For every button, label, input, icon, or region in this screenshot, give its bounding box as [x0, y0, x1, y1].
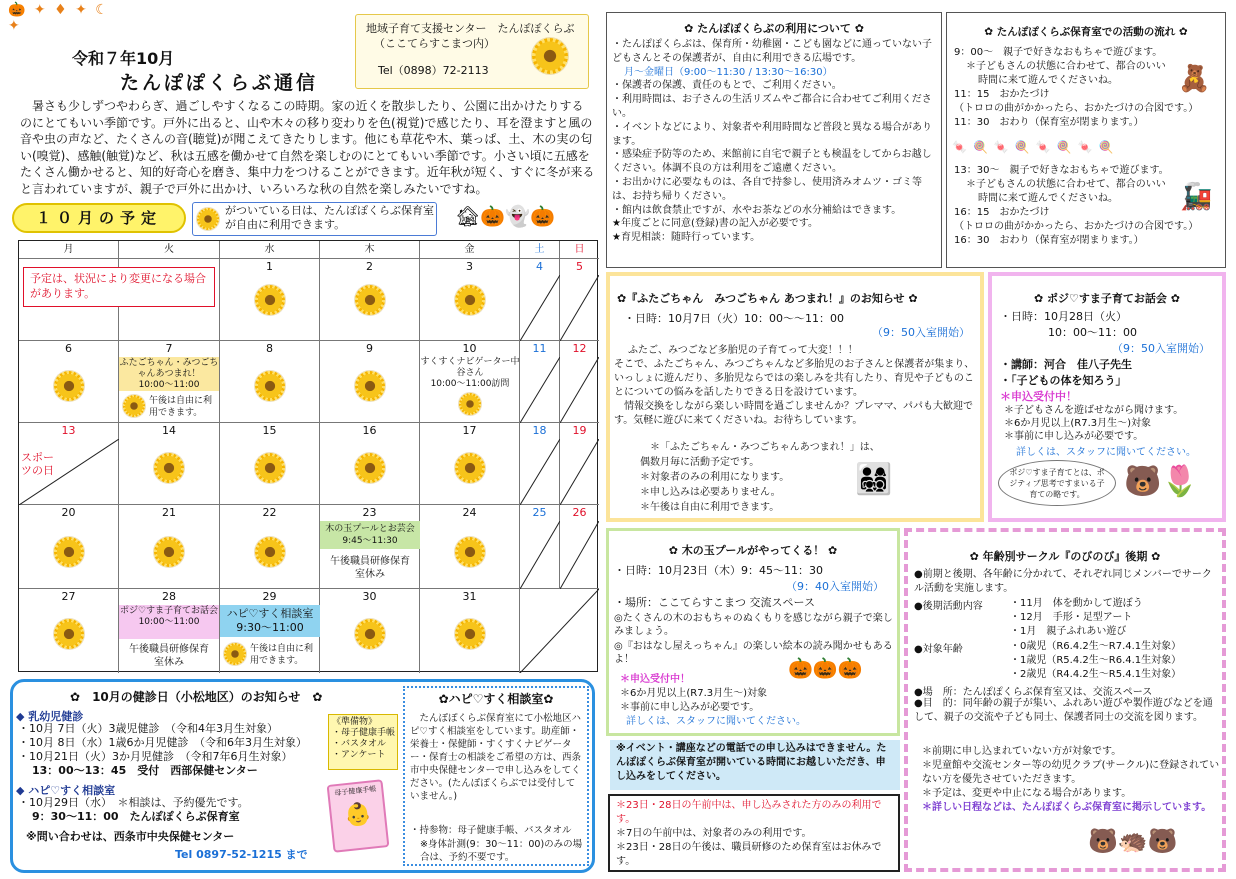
- candy-divider: 🍬🍭🍬🍭🍬🍭🍬🍭: [952, 140, 1120, 154]
- circle-contents: ・11月 体を動かして遊ぼう ・12月 手形・足型アート ・1月 親子ふれあい遊び: [1010, 598, 1143, 637]
- day-number: 4: [536, 260, 543, 273]
- day-number: 3: [466, 260, 473, 273]
- event-happy: ハピ♡すく相談室 9:30～11:00: [220, 605, 320, 637]
- sunflower-icon: [255, 371, 285, 401]
- items-box: 《準備物》 ・母子健康手帳 ・バスタオル ・アンケート: [328, 714, 398, 770]
- weekday-sun: 日: [560, 241, 599, 259]
- circle-ages: ・0歳児（R6.4.2生～R7.4.1生対象） ・1歳児（R5.4.2生～R6.4.1生対象） ・2歳児（R4.4.2生～R5.4.1生対象）: [1010, 641, 1182, 680]
- train-icon: 🚂: [1180, 182, 1213, 212]
- contact-note: ※問い合わせは、西条市中央保健センター: [26, 830, 235, 843]
- closed-slash: [520, 357, 560, 423]
- day-number: 2: [366, 260, 373, 273]
- flow-am: 9：00～ 親子で好きなおもちゃで遊びます。 ＊子どもさんの状態に合わせて、都合のいい 時間に来て遊んでくださいね。 11：15 おかたづけ （トロロの曲がかかったら、おかたづけの合図です。） 11：30 おわり（保育室が閉まります。）: [954, 47, 1199, 128]
- afternoon-free-note: 午後は自由に利用できます。: [149, 396, 213, 418]
- pool-apply: ＊申込受付中！: [620, 674, 690, 685]
- checkup-title: ✿ 10月の健診日（小松地区）のお知らせ ✿: [70, 690, 323, 704]
- day-number: 9: [366, 342, 373, 355]
- sunflower-icon: [54, 619, 84, 649]
- day-number: 5: [576, 260, 583, 273]
- twins-notes: ＊「ふたごちゃん・みつごちゃんあつまれ！」は、 偶数月毎に活動予定です。 ＊対象者のみの利用になります。 ＊申し込みは必要ありません。 ＊午後は自由に利用できます。: [640, 442, 880, 513]
- day-cell: [420, 423, 520, 505]
- day-number: 13: [61, 424, 76, 437]
- closed-slash: [560, 521, 599, 589]
- day-cell: [420, 505, 520, 589]
- closed-slash: [520, 521, 560, 589]
- day-cell: [320, 341, 420, 423]
- day-cell: [220, 505, 320, 589]
- flow-title: ✿ たんぽぽくらぶ保育室での活動の流れ ✿: [984, 26, 1188, 38]
- day-cell: [119, 341, 220, 423]
- day-cell: [320, 589, 420, 673]
- day-cell: [560, 423, 599, 505]
- day-number: 26: [572, 506, 587, 519]
- day-cell: [19, 589, 119, 673]
- closed-slash: [560, 439, 599, 505]
- day-cell: [220, 259, 320, 341]
- sunflower-icon: [455, 537, 485, 567]
- day-cell: [320, 259, 420, 341]
- weekday-mon: 月: [19, 241, 119, 259]
- posi-date: ・日時：10月28日（火）: [1000, 310, 1127, 323]
- day-cell: [19, 423, 119, 505]
- pool-place: ・場所：ここてらすこまつ 交流スペース: [614, 596, 815, 609]
- newsletter-title: たんぽぽくらぶ通信: [120, 72, 319, 94]
- weekday-tue: 火: [119, 241, 220, 259]
- happy-info: ・10月29日（水） ＊相談は、予約優先です。 9：30～11：00 たんぽぽくらぶ保育室: [18, 796, 249, 823]
- day-cell: [220, 589, 320, 673]
- day-number: 25: [532, 506, 547, 519]
- day-number: 27: [61, 590, 76, 603]
- posi-time: 10：00～11：00: [1048, 326, 1137, 339]
- center-location: （ここてらすこまつ内）: [374, 37, 495, 50]
- day-cell: [560, 341, 599, 423]
- weekday-fri: 金: [420, 241, 520, 259]
- sunflower-icon: [355, 371, 385, 401]
- day-cell: [520, 505, 560, 589]
- bear-illustration: 🐻🌷: [1124, 464, 1199, 499]
- event-twins: ふたごちゃん・みつごちゃんあつまれ！ 10:00～11:00: [119, 358, 219, 390]
- day-number: 1: [266, 260, 273, 273]
- day-number: 15: [262, 424, 277, 437]
- contact-tel: Tel 0897-52-1215 まで: [175, 848, 308, 861]
- day-cell: [320, 505, 420, 589]
- schedule-heading: １０月の予定: [12, 203, 186, 233]
- center-name: 地域子育て支援センター たんぽぽくらぶ: [366, 22, 575, 35]
- day-number: 11: [532, 342, 547, 355]
- day-number: 28: [162, 590, 176, 603]
- infant-heading: ◆ 乳幼児健診: [16, 710, 84, 723]
- closed-slash: [520, 439, 560, 505]
- event-navigator: すくすくナビゲーター中谷さん 10:00～11:00訪問: [420, 357, 520, 389]
- sunflower-icon: [455, 285, 485, 315]
- october-calendar: [18, 240, 598, 672]
- event-posi: ポジ♡すま子育てお話会 10:00～11:00: [119, 605, 219, 639]
- closed-slash: [520, 589, 599, 673]
- sunflower-icon: [355, 453, 385, 483]
- sunflower-icon: [54, 537, 84, 567]
- newsletter-date: 令和７年10月: [72, 49, 175, 68]
- sunflower-icon: [197, 208, 219, 230]
- day-cell: [520, 423, 560, 505]
- day-cell: [420, 341, 520, 423]
- posi-lecturer: ・講師：河合 佳八子先生: [1000, 358, 1132, 371]
- sunflower-icon: [532, 38, 568, 74]
- posi-ask: 詳しくは、スタッフに聞いてください。: [1016, 447, 1196, 458]
- halloween-icon: 🏚🎃👻🎃: [455, 204, 556, 228]
- day-cell: [520, 589, 599, 673]
- late-notice: ＊23日・28日の午前中は、申し込みされた方のみの利用です。 ＊7日の午前中は、対象者のみの利用です。 ＊23日・28日の午後は、職員研修のため保育室はお休みです。: [608, 794, 900, 872]
- posi-theme: ・「子どもの体を知ろう」: [1000, 374, 1127, 387]
- posi-entry: （9：50入室開始）: [1112, 342, 1210, 355]
- day-cell: [119, 505, 220, 589]
- closed-slash: [560, 357, 599, 423]
- weekday-wed: 水: [220, 241, 320, 259]
- day-cell: [420, 259, 520, 341]
- hapisuku-body: たんぽぽくらぶ保育室にて小松地区ハピ♡すく相談室をしています。助産師・栄養士・保健師・すくすくナビゲーター・保育士の相談をご希望の方は、西条市中央保健センターで申し込みをしてください。(たんぽぽくらぶでは受付していません。): [410, 713, 582, 802]
- pool-date: ・日時：10月23日（木）9：45～11：30: [614, 564, 823, 577]
- staff-training-note: 午後職員研修保育室休み: [129, 644, 209, 668]
- sunflower-icon: [154, 537, 184, 567]
- pool-l2: ◎『おはなし屋えっちゃん』の楽しい絵本の読み聞かせもあるよ！: [614, 641, 893, 665]
- usage-title: ✿ たんぽぽくらぶの利用について ✿: [684, 22, 864, 35]
- circle-age-label: ●対象年齢: [914, 644, 963, 655]
- day-number: 19: [572, 424, 587, 437]
- circle-content-label: ●後期活動内容: [914, 601, 983, 612]
- day-number: 31: [462, 590, 477, 603]
- day-cell: [220, 423, 320, 505]
- day-number: 8: [266, 342, 273, 355]
- pool-need: ＊事前に申し込みが必要です。: [620, 702, 760, 713]
- closed-slash: [560, 275, 599, 341]
- day-cell: [520, 341, 560, 423]
- circle-notes: ＊前期に申し込まれていない方が対象です。 ＊児童館や交流センター等の幼児クラブ(サークル)に登録されていない方を優先させていただきます。 ＊予定は、変更や中止になる場合があります。 ＊詳しい日程などは、たんぽぽくらぶ保育室に掲示しています。: [922, 746, 1220, 813]
- animals-illustration: 🐻🦔🐻: [1088, 827, 1178, 855]
- day-number: 6: [65, 342, 72, 355]
- day-cell: [520, 259, 560, 341]
- day-cell: [560, 259, 599, 341]
- twins-date: ・日時：10月7日（火）10：00～～11：00: [624, 312, 844, 325]
- sunflower-icon: [255, 453, 285, 483]
- sunflower-icon: [455, 453, 485, 483]
- day-number: 14: [162, 424, 176, 437]
- family-illustration: 👨‍👩‍👧‍👦: [855, 462, 893, 497]
- afternoon-free-note: 午後は自由に利用できます。: [250, 644, 314, 666]
- legend-text: がついている日は、たんぽぽくらぶ保育室が自由に利用できます。: [225, 204, 434, 231]
- halloween-garland: 🎃 ✦ ♦ ✦ ☾ ✦: [8, 2, 110, 34]
- day-number: 24: [462, 506, 477, 519]
- event-pool: 木の玉プールとお芸会 9:45～11:30: [320, 521, 420, 549]
- sunflower-icon: [154, 453, 184, 483]
- intro-text: 暑さも少しずつやわらぎ、過ごしやすくなるこの時期。家の近くを散歩したり、公園に出かけたりするのにとてもいい季節です。戸外に出ると、山や木々の移り変わりを色(視覚)で感じたり、耳を澄ますと風の音や虫の声など、たくさんの音(聴覚)が聞こえてきたりします。他にも草花や木、葉っぱ、土、木の実の匂い(嗅覚)、感触(触覚)など、秋は五感を働かせて自然を楽しむのにとてもいい季節です。小さい頃に五感をたくさん働かせると、知的好奇心を磨き、集中力をつけることができます。近年秋が短く、すぐに冬が来ると言われていますが、親子で戸外に出かけ、いろいろな秋の自然を楽しみたいですね。: [20, 99, 595, 196]
- usage-body: ・たんぽぽくらぶは、保育所・幼稚園・こども園などに通っていない子どもさんとその保護者が、自由に利用できる広場です。 月～金曜日（9:00～11:30 / 13:30～16:30） ・保護者の保護、責任のもとで、ご利用ください。 ・利用時間は、お子さんの生活リズムやご都合に合わせてご利用ください。 ・イベントなどにより、対象者や利用時間など普段と異なる場合があります。 ・感染症予防等のため、来館前に自宅で親子とも検温をしてからお越しください。体調不良の方は利用をご遠慮ください。 ・お出かけに必要なものは、各自で持参し、使用済みオムツ・ゴミ等は、お持ち帰りください。 ・館内は飲食禁止ですが、水やお茶などの水分補給はできます。 ★年度ごとに同意(登録)書の記入が必要です。 ★育児相談：随時行っています。: [612, 39, 932, 244]
- toy-icon: 🧸: [1178, 64, 1211, 94]
- sunflower-icon: [355, 619, 385, 649]
- happy-heading: ◆ ハピ♡すく相談室: [16, 784, 116, 797]
- pumpkin-icon: 🎃🎃🎃: [788, 656, 863, 680]
- day-number: 17: [462, 424, 477, 437]
- holiday-label: スポーツの日: [21, 451, 54, 477]
- hapisuku-items: ・持参物：母子健康手帳、バスタオル: [410, 825, 572, 836]
- pool-ask: 詳しくは、スタッフに聞いてください。: [626, 716, 806, 727]
- weekday-sat: 土: [520, 241, 560, 259]
- day-number: 16: [362, 424, 377, 437]
- closed-slash: [19, 439, 119, 505]
- pool-l1: ◎たくさんの木のおもちゃのぬくもりを感じながら親子で楽しみましょう。: [614, 613, 893, 637]
- circle-place: ●場 所：たんぽぽくらぶ保育室又は、交流スペース: [914, 687, 1153, 698]
- day-cell: [560, 505, 599, 589]
- center-tel: Tel（0898）72-2113: [378, 64, 489, 77]
- day-cell: [420, 589, 520, 673]
- twins-title: ✿『ふたごちゃん みつごちゃん あつまれ！』のお知らせ ✿: [617, 292, 918, 305]
- weekday-thu: 木: [320, 241, 420, 259]
- sunflower-icon: [355, 285, 385, 315]
- hapisuku-note: ※身体計測(9：30～11：00)のみの場合は、予約不要です。: [420, 839, 583, 863]
- day-number: 30: [362, 590, 377, 603]
- day-number: 23: [362, 506, 377, 519]
- day-number: 12: [572, 342, 587, 355]
- sunflower-icon: [54, 371, 84, 401]
- day-cell: [119, 423, 220, 505]
- day-number: 18: [532, 424, 547, 437]
- sunflower-icon: [455, 619, 485, 649]
- sunflower-icon: [255, 285, 285, 315]
- day-cell: [220, 341, 320, 423]
- circle-title: ✿ 年齢別サークル『のびのび』後期 ✿: [969, 550, 1161, 563]
- flow-pm: 13：30～ 親子で好きなおもちゃで遊びます。 ＊子どもさんの状態に合わせて、都合のいい 時間に来て遊んでくださいね。 16：15 おかたづけ （トロロの曲がかかったら、おかたづけの合図です。） 16：30 おわり（保育室が閉まります。）: [954, 165, 1199, 246]
- schedule-change-note: 予定は、状況により変更になる場合があります。: [23, 267, 215, 307]
- posi-apply: ＊申込受付中！: [1000, 390, 1077, 403]
- posi-notes: ＊子どもさんを遊ばせながら聞けます。 ＊6か月児以上(R7.3月生～)対象 ＊事前に申し込みが必要です。: [1004, 405, 1184, 442]
- checkup-rows: ・10月 7日（火）3歳児健診 （令和4年3月生対象） ・10月 8日（水）1歳6か月児健診 （令和6年3月生対象） ・10月21日（火）3か月児健診 （令和7年6月生対象） 13：00～13：45 受付 西部保健センター: [18, 722, 307, 777]
- sunflower-icon: [255, 537, 285, 567]
- sunflower-icon: [123, 395, 145, 417]
- day-number: 21: [162, 506, 176, 519]
- day-number: 22: [262, 506, 277, 519]
- day-cell: [320, 423, 420, 505]
- phone-notice: ※イベント・講座などの電話での申し込みはできません。たんぽぽくらぶ保育室が開いている時間にお越しいただき、申し込みをしてください。: [610, 740, 900, 790]
- circle-purpose: ●目 的：同年齢の親子が集い、ふれあい遊びや製作遊びなどを通して、親子の交流や子ども同士、保護者同士の交流を図ります。: [914, 698, 1213, 723]
- twins-body: ふたご、みつごなど多胎児の子育てって大変！！！ そこで、ふたごちゃん、みつごちゃんなど多胎児のお子さんと保護者が集まり、いっしょに遊んだり、多胎児ならではの楽しみを共有したり、育児や子どものことについての悩みを話したりできる日を設けています。 情報交換をしながら楽しい時間を過ごしませんか？プレママ、パパも大歓迎です。気軽に遊びに来てくださいね。お待ちしています。: [614, 345, 975, 426]
- pool-entry: （9：40入室開始）: [786, 580, 884, 593]
- twins-entry: （9：50入室開始）: [872, 326, 970, 339]
- sunflower-icon: [224, 643, 246, 665]
- day-cell: [19, 341, 119, 423]
- posi-bubble: ポジ♡すま子育てとは、ポジティブ思考ですまいる子育ての略です。: [998, 460, 1116, 506]
- pool-title: ✿ 木の玉プールがやってくる！ ✿: [668, 544, 838, 557]
- pool-target: ＊6か月児以上(R7.3月生～)対象: [620, 688, 768, 699]
- posi-title: ✿ ポジ♡すま子育てお話会 ✿: [1034, 292, 1180, 305]
- staff-training-note: 午後職員研修保育室休み: [330, 556, 410, 580]
- sunflower-icon: [459, 393, 481, 415]
- hapisuku-title: ✿ハピ♡すく相談室✿: [438, 692, 554, 706]
- day-cell: [19, 505, 119, 589]
- day-number: 29: [262, 590, 277, 603]
- day-number: 20: [61, 506, 76, 519]
- day-number: 10: [462, 342, 477, 355]
- booklet-illustration: 母子健康手帳 👶: [327, 779, 390, 852]
- circle-l1: ●前期と後期、各年齢に分かれて、それぞれ同じメンバーでサークル活動を実施します。: [914, 569, 1212, 594]
- day-cell: [119, 589, 220, 673]
- day-number: 7: [165, 342, 173, 355]
- closed-slash: [520, 275, 560, 341]
